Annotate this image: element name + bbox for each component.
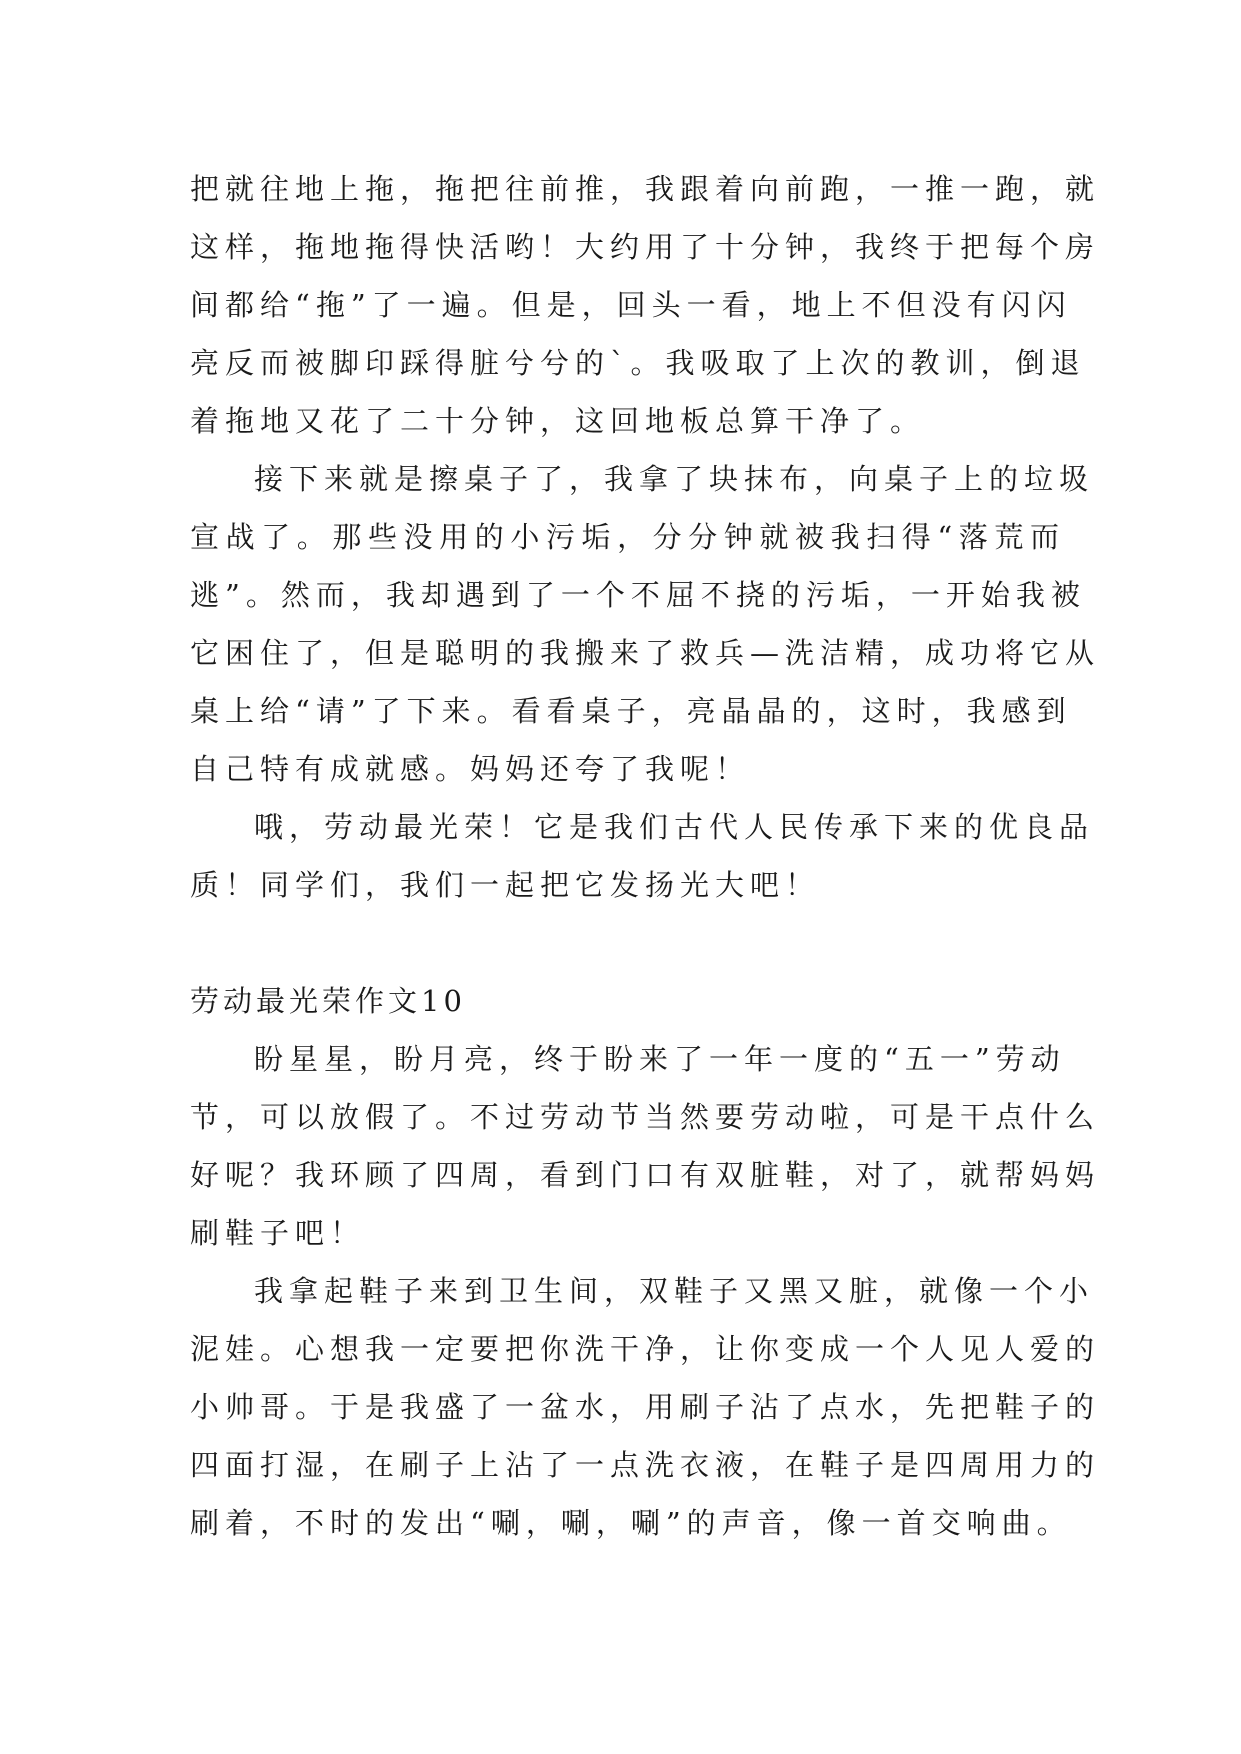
text-line: 这样，拖地拖得快活哟！大约用了十分钟，我终于把每个房 [190, 230, 1101, 264]
document-body [190, 160, 1101, 1552]
text-line: 刷鞋子吧！ [190, 1216, 366, 1250]
text-line: 着拖地又花了二十分钟，这回地板总算干净了。 [190, 404, 926, 438]
essay-heading: 劳动最光荣作文10 [190, 984, 466, 1018]
text-line: 逃”。然而，我却遇到了一个不屈不挠的污垢，一开始我被 [190, 578, 1086, 612]
paragraph [190, 1030, 1101, 1262]
text-line: 小帅哥。于是我盛了一盆水，用刷子沾了点水，先把鞋子的 [190, 1390, 1101, 1424]
text-line: 盼星星，盼月亮，终于盼来了一年一度的“五一”劳动 [254, 1042, 1066, 1076]
text-line: 把就往地上拖，拖把往前推，我跟着向前跑，一推一跑，就 [190, 172, 1101, 206]
text-line: 桌上给“请”了下来。看看桌子，亮晶晶的，这时，我感到 [190, 694, 1072, 728]
text-line: 接下来就是擦桌子了，我拿了块抹布，向桌子上的垃圾 [254, 462, 1095, 496]
text-line: 泥娃。心想我一定要把你洗干净，让你变成一个人见人爱的 [190, 1332, 1101, 1366]
text-line: 我拿起鞋子来到卫生间，双鞋子又黑又脏，就像一个小 [254, 1274, 1095, 1308]
text-line: 好呢？我环顾了四周，看到门口有双脏鞋，对了，就帮妈妈 [190, 1158, 1101, 1192]
paragraph [190, 160, 1101, 450]
text-line: 哦，劳动最光荣！它是我们古代人民传承下来的优良品 [254, 810, 1095, 844]
text-line: 节，可以放假了。不过劳动节当然要劳动啦，可是干点什么 [190, 1100, 1101, 1134]
text-line: 亮反而被脚印踩得脏兮兮的`。我吸取了上次的教训，倒退 [190, 346, 1086, 380]
paragraph [190, 798, 1095, 914]
text-line: 四面打湿，在刷子上沾了一点洗衣液，在鞋子是四周用力的 [190, 1448, 1101, 1482]
text-line: 刷着，不时的发出“唰，唰，唰”的声音，像一首交响曲。 [190, 1506, 1072, 1540]
paragraph [190, 1262, 1101, 1552]
text-line: 间都给“拖”了一遍。但是，回头一看，地上不但没有闪闪 [190, 288, 1072, 322]
text-line: 它困住了，但是聪明的我搬来了救兵—洗洁精，成功将它从 [190, 636, 1101, 670]
text-line: 质！同学们，我们一起把它发扬光大吧！ [190, 868, 821, 902]
paragraph [190, 450, 1101, 798]
spacer [190, 914, 1065, 972]
text-line: 自己特有成就感。妈妈还夸了我呢！ [190, 752, 751, 786]
text-line: 宣战了。那些没用的小污垢，分分钟就被我扫得“落荒而 [190, 520, 1065, 554]
